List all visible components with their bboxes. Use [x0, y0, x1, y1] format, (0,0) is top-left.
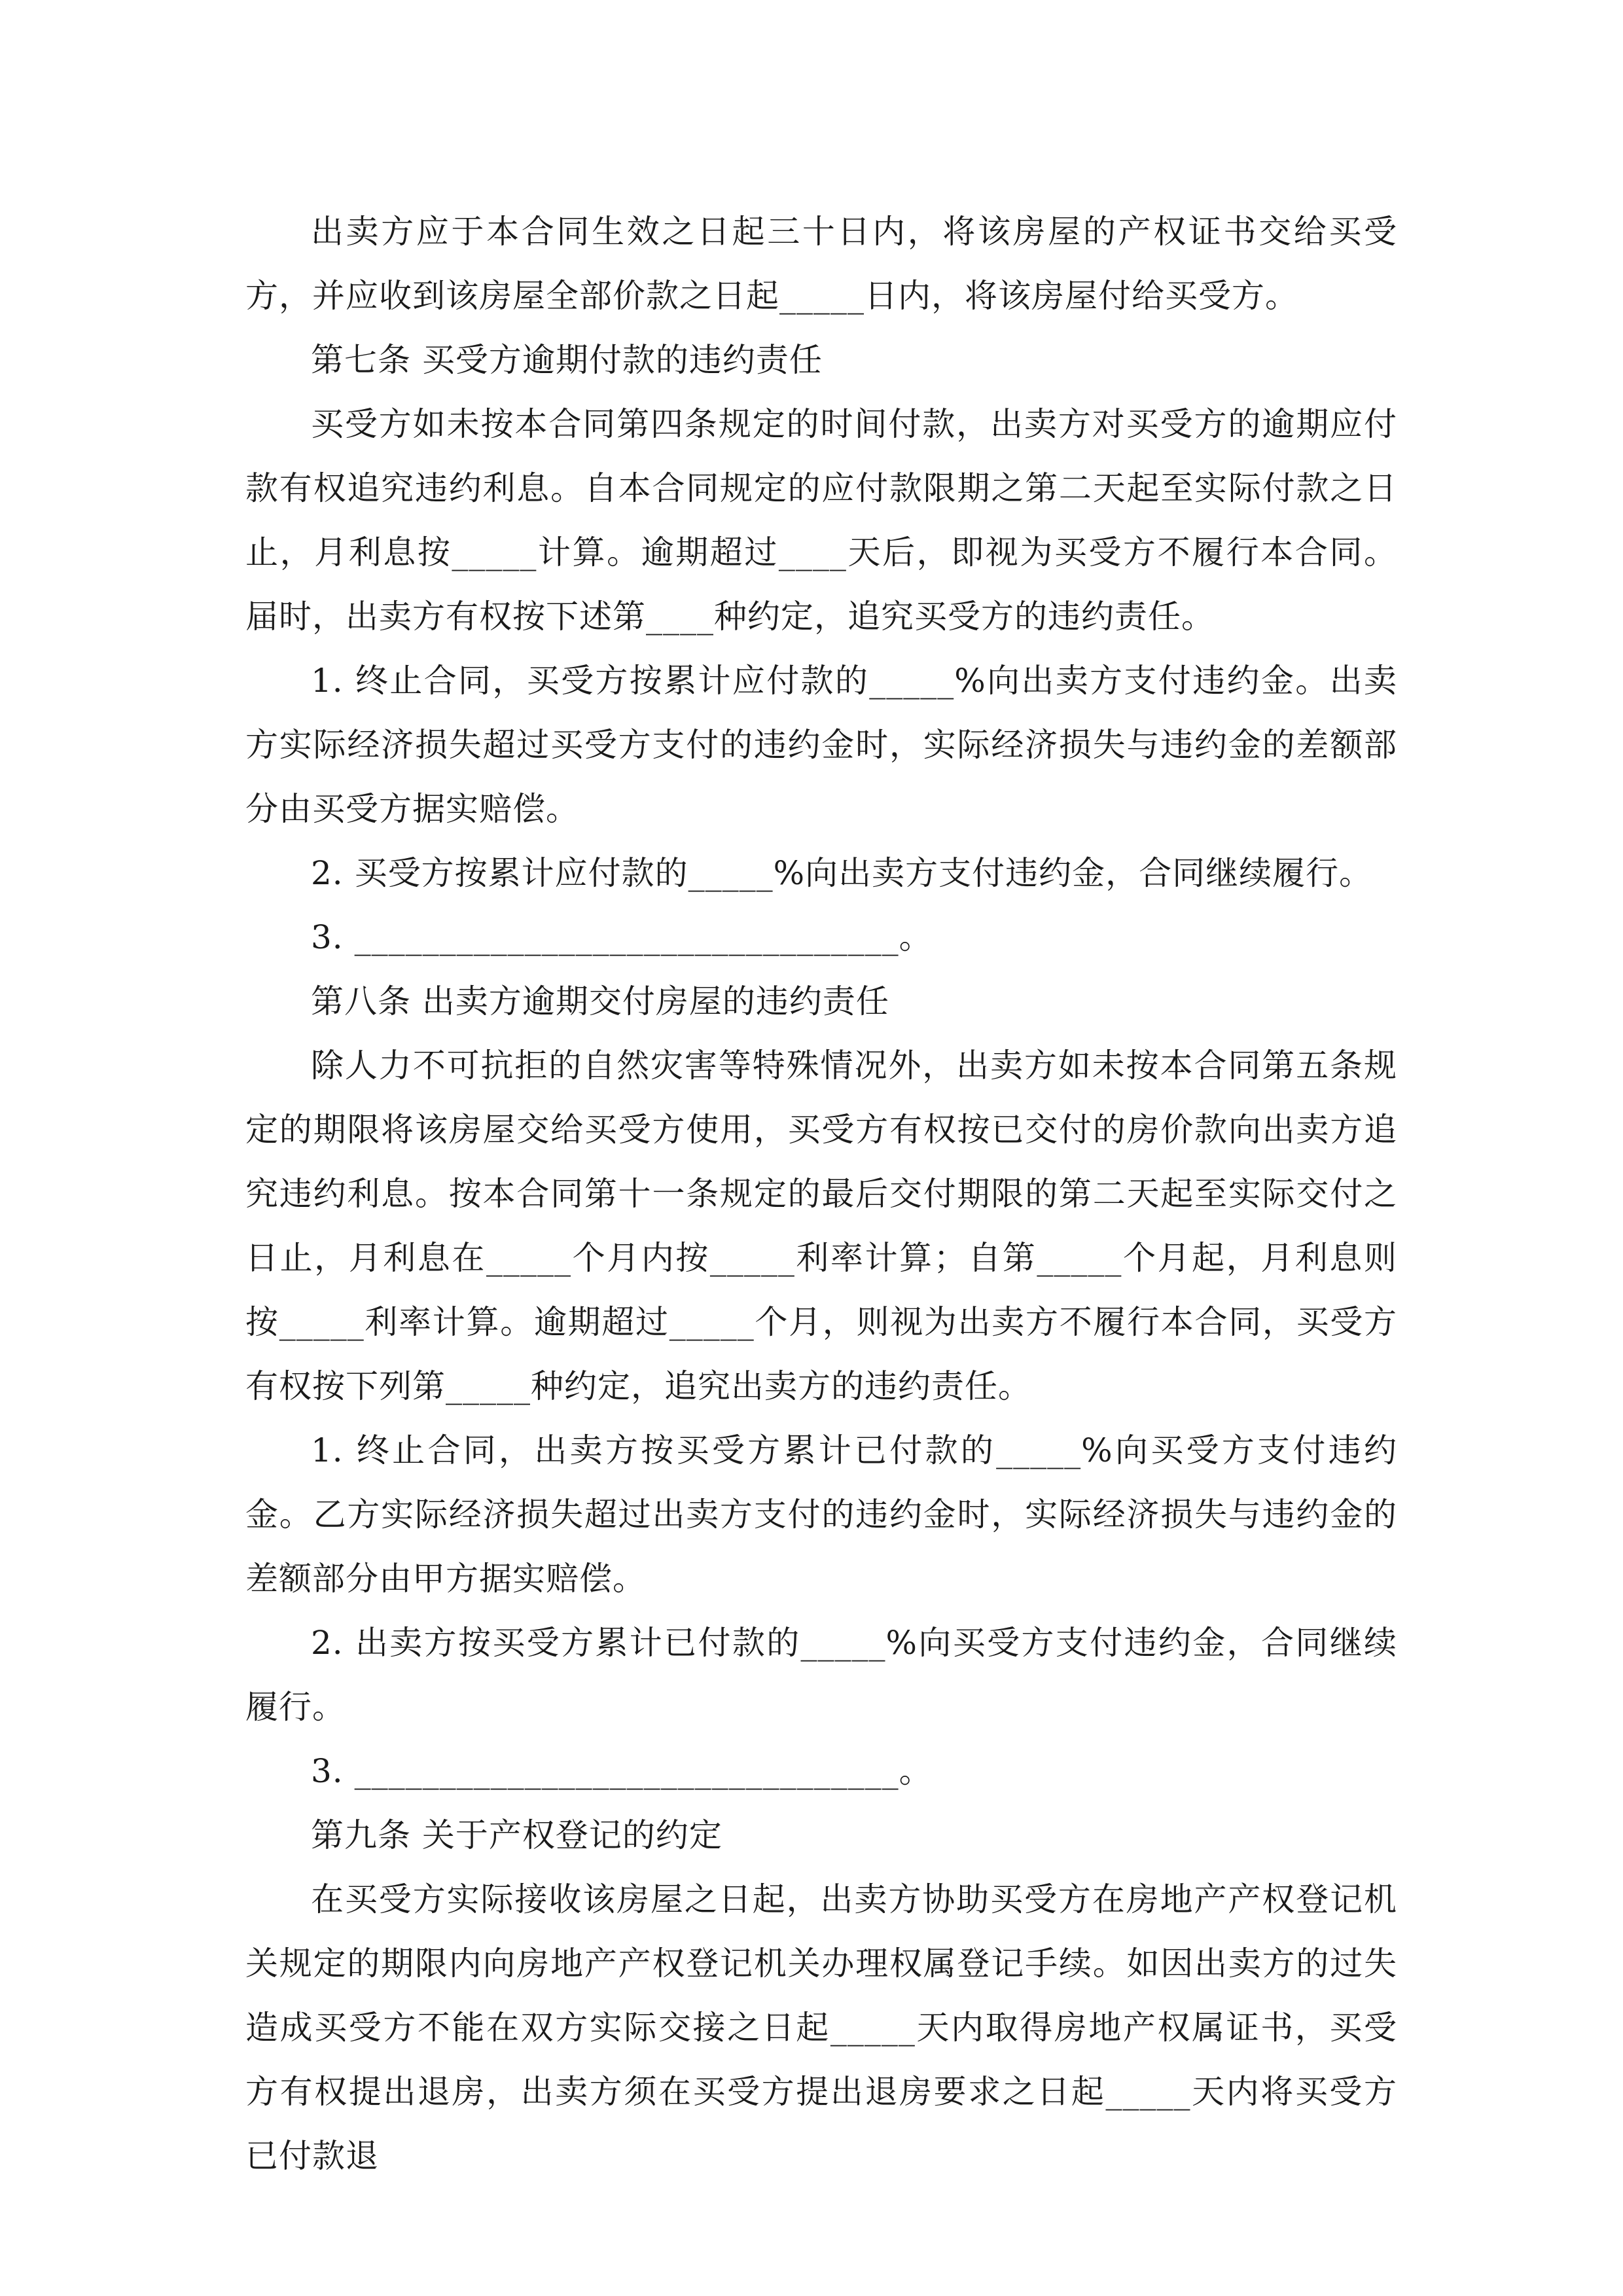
heading-article-7: 第七条 买受方逾期付款的违约责任 [311, 341, 823, 379]
paragraph-article-8-option-2: 2. 出卖方按买受方累计已付款的_____%向买受方支付违约金，合同继续履行。 [245, 1624, 1397, 1726]
heading-article-9: 第九条 关于产权登记的约定 [311, 1816, 722, 1854]
paragraph-late-payment-interest: 买受方如未按本合同第四条规定的时间付款，出卖方对买受方的逾期应付款有权追究违约利息。自本合同规定的应付款限期之第二天起至实际付款之日止，月利息按_____计算。逾期超过____天后，即视为买受方不履行本合同。届时，出卖方有权按下述第____种约定，追究买受方的违约责任。 [245, 405, 1397, 636]
paragraph-article-7-option-1: 1. 终止合同，买受方按累计应付款的_____%向出卖方支付违约金。出卖方实际经济损失超过买受方支付的违约金时，实际经济损失与违约金的差额部分由买受方据实赔偿。 [245, 662, 1397, 828]
paragraph-article-7-option-2: 2. 买受方按累计应付款的_____%向出卖方支付违约金，合同继续履行。 [311, 854, 1373, 892]
paragraph-property-registration: 在买受方实际接收该房屋之日起，出卖方协助买受方在房地产产权登记机关规定的期限内向房地产产权登记机关办理权属登记手续。如因出卖方的过失造成买受方不能在双方实际交接之日起_____天内取得房地产权属证书，买受方有权提出退房，出卖方须在买受方提出退房要求之日起_____天内将买受方已付款退 [245, 1880, 1397, 2175]
paragraph-article-8-option-3: 3. ________________________________。 [311, 1752, 933, 1790]
heading-article-8: 第八条 出卖方逾期交付房屋的违约责任 [311, 982, 889, 1020]
paragraph-article-7-option-3: 3. ________________________________。 [311, 918, 933, 956]
paragraph-delivery-of-certificate: 出卖方应于本合同生效之日起三十日内，将该房屋的产权证书交给买受方，并应收到该房屋全部价款之日起_____日内，将该房屋付给买受方。 [245, 213, 1397, 315]
paragraph-article-8-option-1: 1. 终止合同，出卖方按买受方累计已付款的_____%向买受方支付违约金。乙方实际经济损失超过出卖方支付的违约金时，实际经济损失与违约金的差额部分由甲方据实赔偿。 [245, 1431, 1397, 1598]
document-body [245, 200, 1397, 2188]
paragraph-late-delivery-interest: 除人力不可抗拒的自然灾害等特殊情况外，出卖方如未按本合同第五条规定的期限将该房屋交给买受方使用，买受方有权按已交付的房价款向出卖方追究违约利息。按本合同第十一条规定的最后交付期限的第二天起至实际交付之日止，月利息在_____个月内按_____利率计算；自第_____个月起，月利息则按_____利率计算。逾期超过_____个月，则视为出卖方不履行本合同，买受方有权按下列第_____种约定，追究出卖方的违约责任。 [245, 1047, 1397, 1405]
